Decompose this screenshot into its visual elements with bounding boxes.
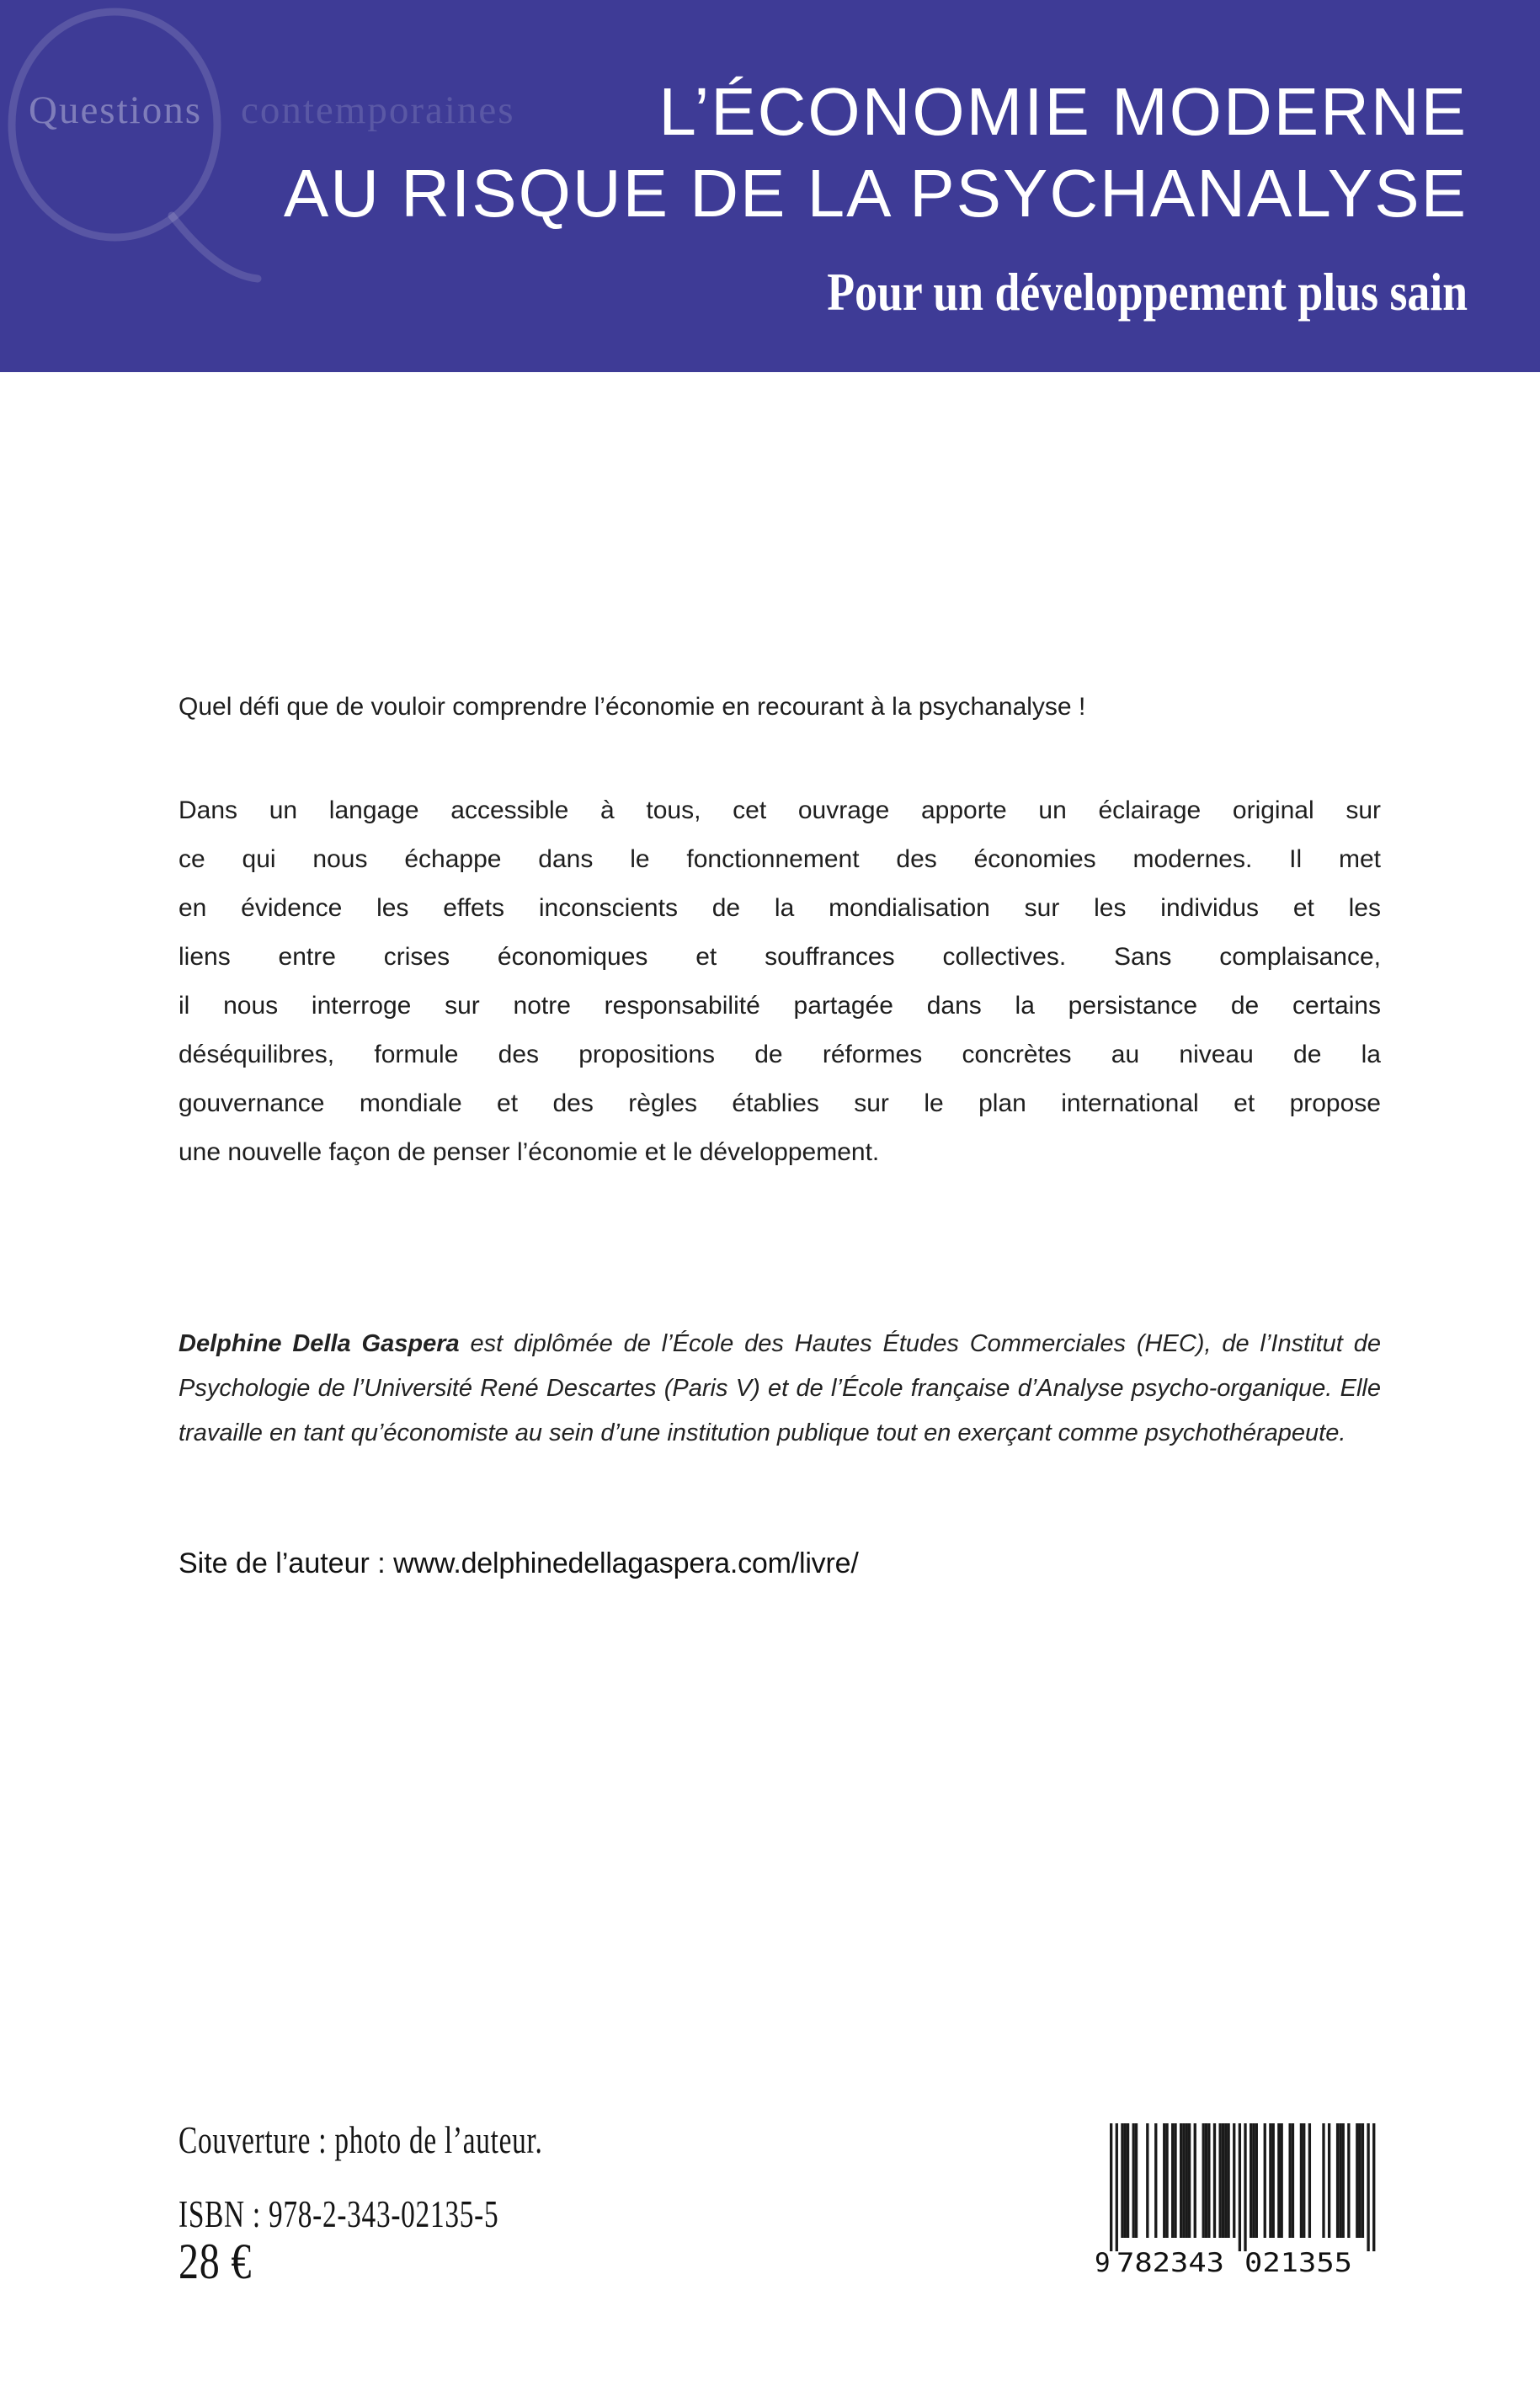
book-title-line1: L’ÉCONOMIE MODERNE — [658, 74, 1468, 149]
header-band — [0, 0, 1540, 372]
barcode-left-digits: 782343 — [1116, 2248, 1224, 2277]
description-line: il nous interroge sur notre responsabilité partagée dans la persistance de certains — [179, 992, 1381, 1020]
book-subtitle: Pour un développement plus sain — [827, 262, 1468, 322]
author-bio-text: est diplômée de l’École des Hautes Études Commerciales (HEC), de l’Institut de Psychologie de l’Université René Descartes (Paris V) et de l’École française d’Analyse psycho-organique. Elle travaille en tant qu’économiste au sein d’une institution publique tout en exerçant comme psychothérapeute. — [179, 1330, 1381, 1446]
author-name: Delphine Della Gaspera — [179, 1330, 460, 1357]
site-url: www.delphinedellagaspera.com/livre/ — [393, 1547, 859, 1579]
description-line: une nouvelle façon de penser l’économie et le développement. — [179, 1138, 880, 1166]
q-logo-icon — [5, 3, 274, 298]
description-line: déséquilibres, formule des propositions de réformes concrètes au niveau de la — [179, 1041, 1381, 1068]
barcode-bars — [1110, 2123, 1375, 2251]
book-title-line2: AU RISQUE DE LA PSYCHANALYSE — [283, 156, 1468, 231]
series-name-questions: Questions — [29, 88, 202, 132]
description-line: liens entre crises économiques et souffrances collectives. Sans complaisance, — [179, 943, 1381, 971]
description-line: ce qui nous échappe dans le fonctionnement des économies modernes. Il met — [179, 845, 1381, 873]
description-line: gouvernance mondiale et des règles établies sur le plan international et propose — [179, 1089, 1381, 1117]
barcode-right-digits: 021355 — [1244, 2248, 1352, 2277]
series-name-contemporaines: contemporaines — [241, 88, 515, 132]
title-block — [284, 71, 1468, 320]
description-paragraph — [179, 786, 1381, 1177]
price-text: 28 € — [179, 2234, 253, 2289]
intro-paragraph: Quel défi que de vouloir comprendre l’économie en recourant à la psychanalyse ! — [179, 693, 1086, 721]
author-bio — [179, 1322, 1381, 1456]
cover-credit: Couverture : photo de l’auteur. — [179, 2119, 543, 2161]
description-line: Dans un langage accessible à tous, cet ouvrage apporte un éclairage original sur — [179, 796, 1381, 824]
site-label: Site de l’auteur : — [179, 1547, 394, 1579]
description-line: en évidence les effets inconscients de la mondialisation sur les individus et les — [179, 894, 1381, 922]
author-site-line — [179, 1547, 859, 1580]
isbn-text: ISBN : 978-2-343-02135-5 — [179, 2193, 499, 2235]
ean-barcode-icon — [1095, 2123, 1376, 2277]
barcode-lead-digit: 9 — [1095, 2248, 1111, 2277]
